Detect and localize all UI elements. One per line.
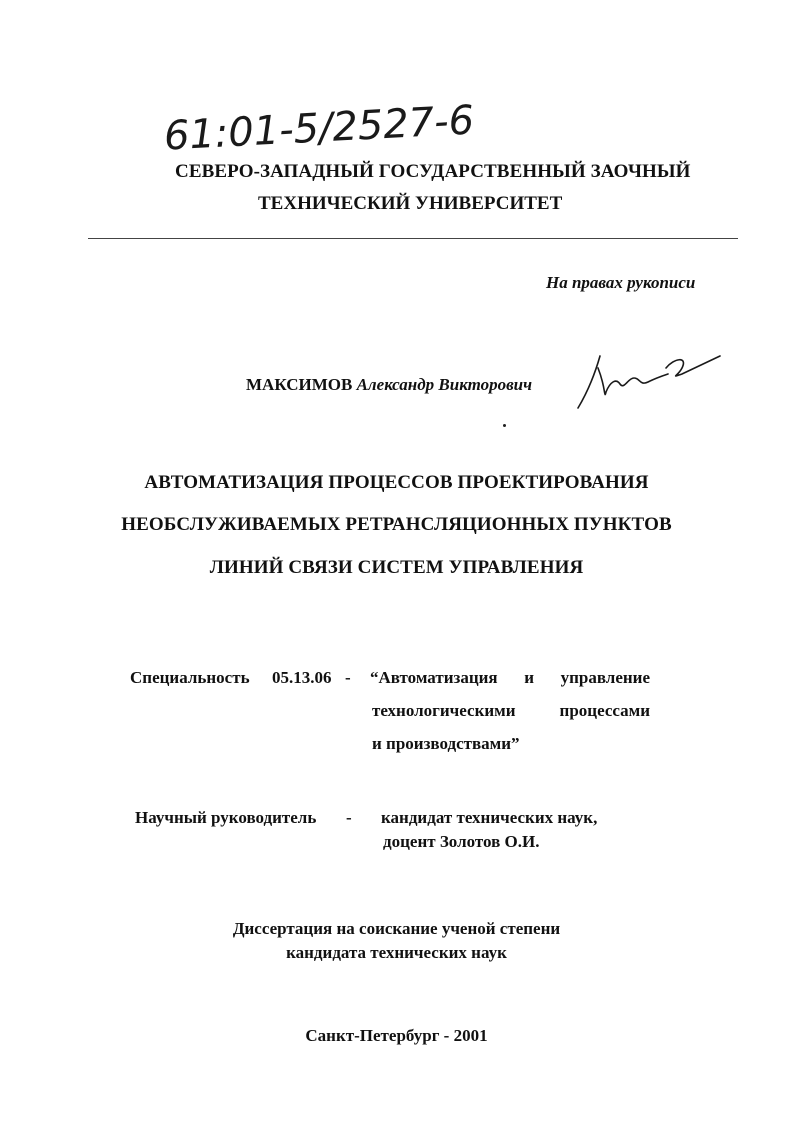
header-divider (88, 238, 738, 239)
handwritten-archive-number (158, 96, 538, 166)
author-signature (570, 348, 730, 418)
university-name-line1: СЕВЕРО-ЗАПАДНЫЙ ГОСУДАРСТВЕННЫЙ ЗАОЧНЫЙ (175, 161, 691, 182)
author-name (246, 375, 532, 395)
university-name-line2: ТЕХНИЧЕСКИЙ УНИВЕРСИТЕТ (258, 193, 563, 214)
supervisor-name: доцент Золотов О.И. (383, 832, 540, 851)
archive-number-text: 61:01-5/2527-6 (162, 97, 476, 160)
scan-speck (503, 424, 506, 427)
author-given-names: Александр Викторович (356, 375, 533, 394)
thesis-title-line1: АВТОМАТИЗАЦИЯ ПРОЦЕССОВ ПРОЕКТИРОВАНИЯ (144, 472, 649, 493)
specialty-label: Специальность (130, 668, 250, 687)
specialty-name-line3: и производствами” (372, 734, 520, 753)
dissertation-line2: кандидата технических наук (286, 943, 507, 962)
specialty-dash: - (345, 668, 351, 687)
thesis-title-line3: ЛИНИЙ СВЯЗИ СИСТЕМ УПРАВЛЕНИЯ (209, 557, 584, 578)
place-and-year: Санкт-Петербург - 2001 (305, 1026, 488, 1045)
dissertation-line1: Диссертация на соискание ученой степени (232, 919, 561, 938)
supervisor-degree: кандидат технических наук, (381, 808, 598, 827)
rights-note: На правах рукописи (546, 273, 696, 292)
supervisor-dash: - (346, 808, 352, 827)
supervisor-label: Научный руководитель (135, 808, 317, 827)
specialty-code: 05.13.06 (272, 668, 332, 687)
specialty-name-line1: “Автоматизация и управление (370, 668, 650, 687)
specialty-name-line2: технологическими процессами (372, 701, 650, 720)
author-surname: МАКСИМОВ (246, 375, 353, 394)
thesis-title-line2: НЕОБСЛУЖИВАЕМЫХ РЕТРАНСЛЯЦИОННЫХ ПУНКТОВ (121, 514, 672, 535)
